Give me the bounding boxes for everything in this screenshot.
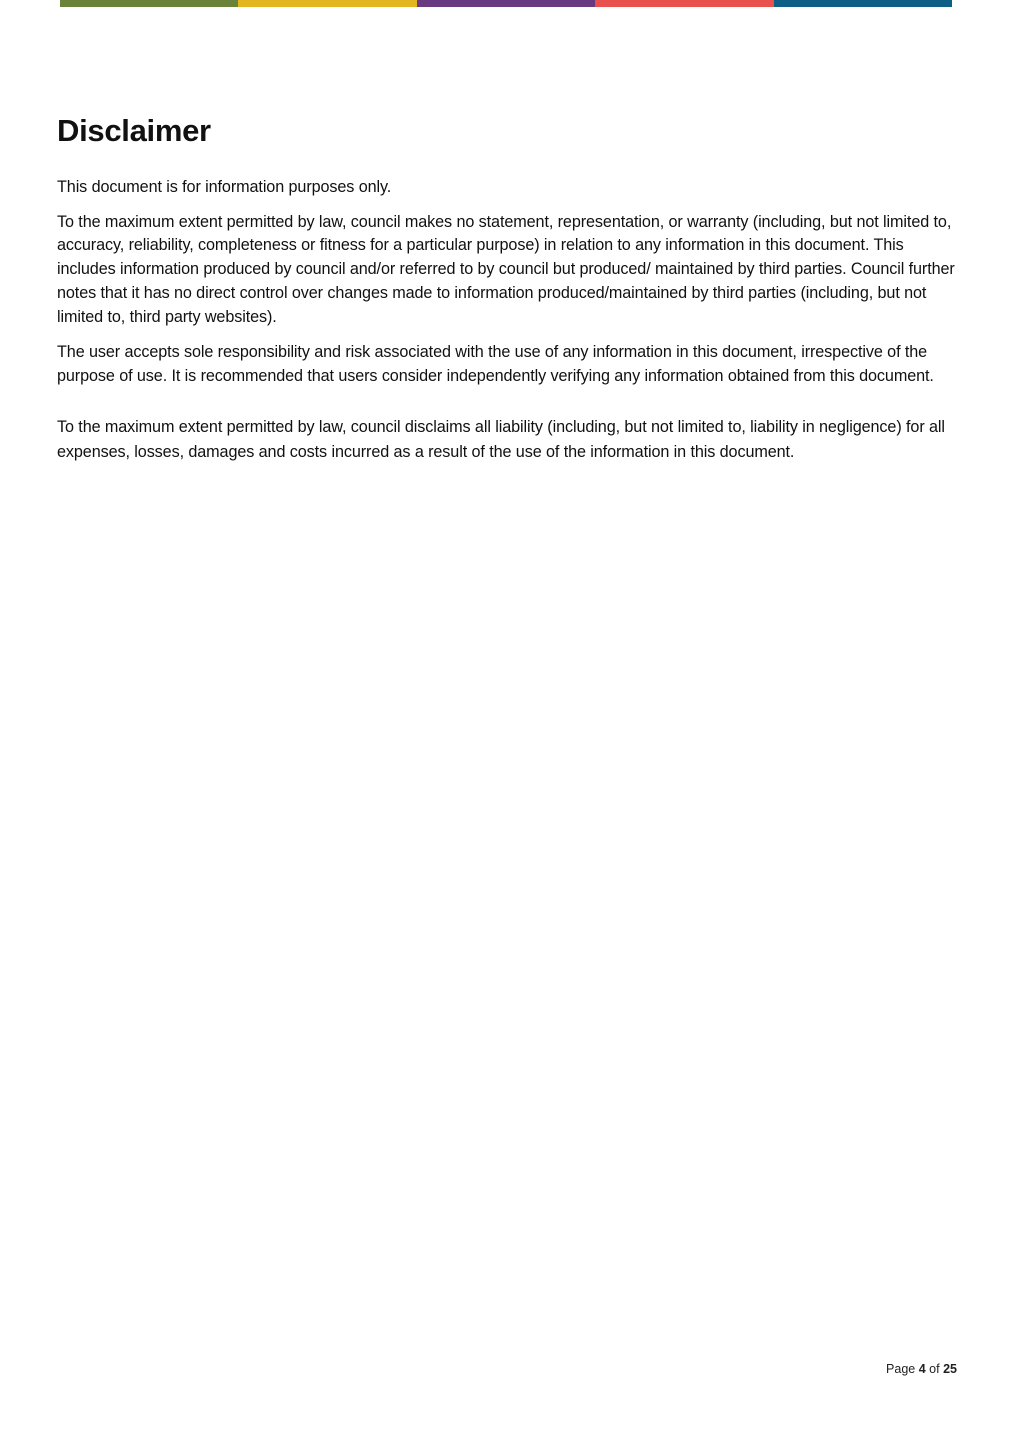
header-color-stripe (60, 0, 952, 7)
disclaimer-paragraph-purpose: This document is for information purposes only. (57, 178, 392, 196)
stripe-segment-purple (417, 0, 595, 7)
page-title: Disclaimer (57, 113, 211, 148)
stripe-segment-yellow (238, 0, 416, 7)
stripe-segment-green (60, 0, 238, 7)
page-number (886, 1362, 957, 1376)
stripe-segment-blue (774, 0, 952, 7)
stripe-segment-red (595, 0, 773, 7)
document-body (57, 112, 959, 478)
disclaimer-paragraph-liability: To the maximum extent permitted by law, council disclaims all liability (including, but not limited to, liability in negligence) for all expenses, losses, damages and costs incurred as a result of the use of the information in this document. (57, 417, 945, 462)
current-page-number: 4 (918, 1362, 926, 1376)
total-pages-number: 25 (943, 1362, 957, 1376)
page-label: Page (886, 1362, 916, 1376)
of-label: of (929, 1362, 940, 1376)
disclaimer-paragraph-warranty: To the maximum extent permitted by law, council makes no statement, representation, or warranty (including, but not limited to, accuracy, reliability, completeness or fitness for a particular purpose) in relation to any information in this document. This includes information produced by council and/or referred to by council but produced/ maintained by third parties. Council further notes that it has no direct control over changes made to information produced/maintained by third parties (including, but not limited to, third party websites). (57, 212, 955, 326)
disclaimer-paragraph-responsibility: The user accepts sole responsibility and risk associated with the use of any information in this document, irrespective of the purpose of use. It is recommended that users consider independently verifying any information obtained from this document. (57, 343, 934, 385)
